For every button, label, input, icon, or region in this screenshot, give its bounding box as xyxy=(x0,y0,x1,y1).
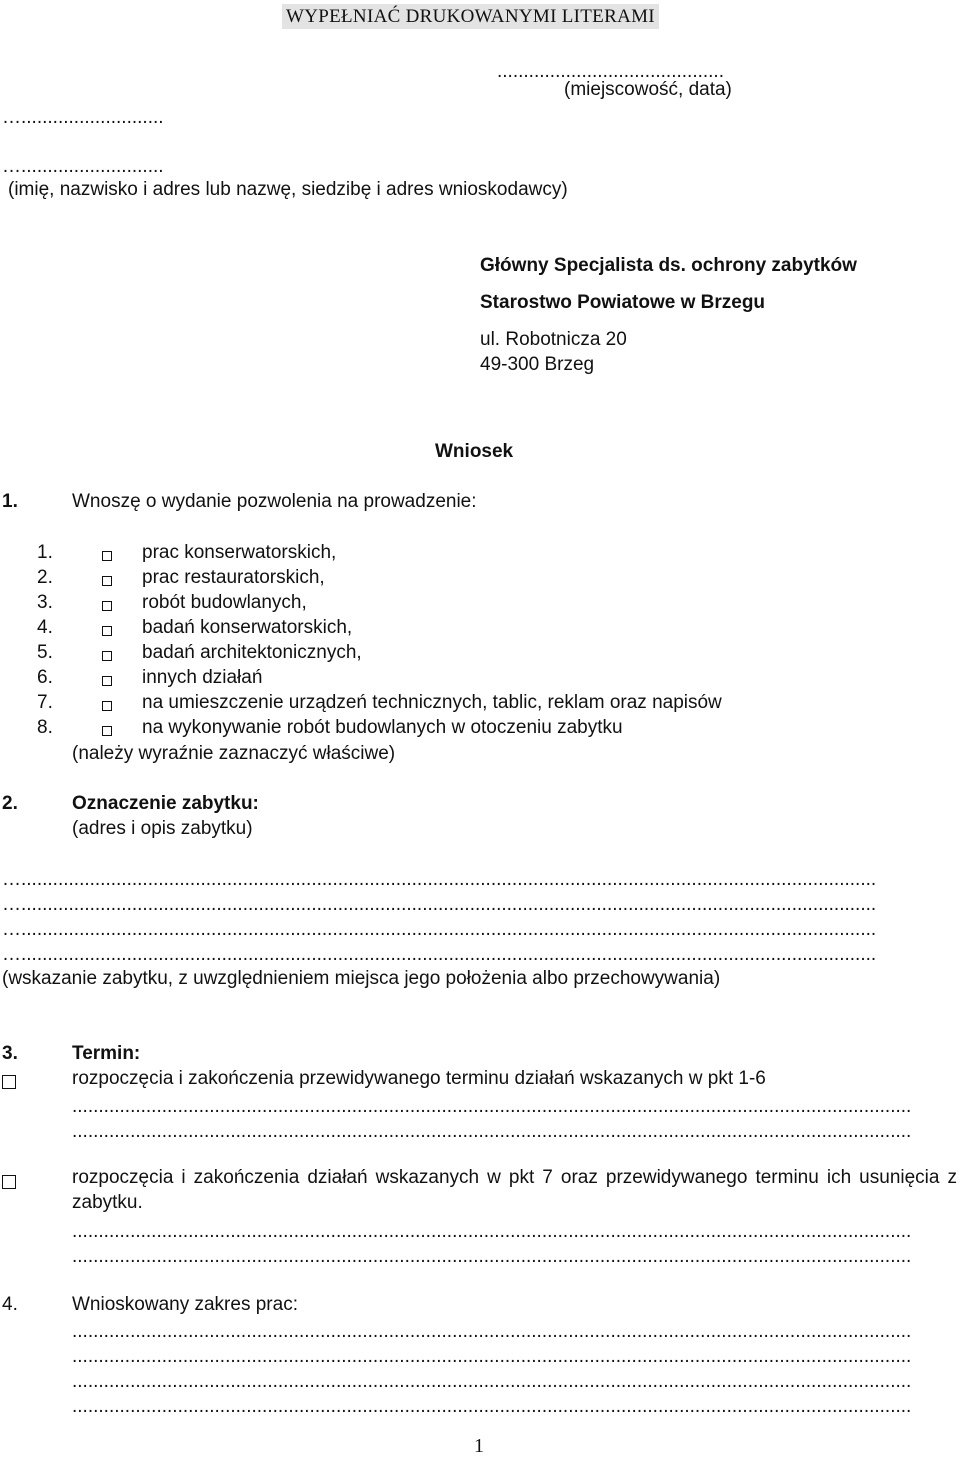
option-number: 4. xyxy=(37,617,53,638)
option-number: 1. xyxy=(37,542,53,563)
option-row xyxy=(37,543,53,562)
applicant-field-1[interactable]: …........................... xyxy=(2,108,164,127)
option-label: prac konserwatorskich, xyxy=(142,542,337,563)
recipient-line-4: 49-300 Brzeg xyxy=(480,354,595,375)
section3-option1: rozpoczęcia i zakończenia przewidywanego terminu działań wskazanych w pkt 1-6 xyxy=(72,1068,766,1089)
checkbox-prac-restauratorskich[interactable] xyxy=(102,571,112,590)
section2-caption: (wskazanie zabytku, z uwzględnieniem miejsca jego położenia albo przechowywania) xyxy=(2,968,721,989)
option-label: badań architektonicznych, xyxy=(142,642,362,663)
checkbox-otoczenie-zabytku[interactable] xyxy=(102,721,112,740)
option-number: 8. xyxy=(37,717,53,738)
option-number: 6. xyxy=(37,667,53,688)
monument-field-4[interactable]: ….................................................................................................................................................................. xyxy=(2,945,877,964)
scope-field-2[interactable]: ............................................................................................................................................................... xyxy=(72,1347,912,1366)
section1-note: (należy wyraźnie zaznaczyć właściwe) xyxy=(72,743,396,764)
termin-field-1[interactable]: ............................................................................................................................................................... xyxy=(72,1097,912,1116)
recipient-line-2: Starostwo Powiatowe w Brzegu xyxy=(480,292,766,313)
checkbox-robot-budowlanych[interactable] xyxy=(102,596,112,615)
applicant-caption: (imię, nazwisko i adres lub nazwę, siedzibę i adres wnioskodawcy) xyxy=(8,179,568,200)
option-number: 3. xyxy=(37,592,53,613)
recipient-line-3: ul. Robotnicza 20 xyxy=(480,329,627,350)
applicant-field-2[interactable]: …........................... xyxy=(2,157,164,176)
option-label: innych działań xyxy=(142,667,263,688)
option-number: 7. xyxy=(37,692,53,713)
option-label: robót budowlanych, xyxy=(142,592,307,613)
checkbox-prac-konserwatorskich[interactable] xyxy=(102,546,112,565)
section1-number: 1. xyxy=(2,491,18,512)
scope-field-3[interactable]: ............................................................................................................................................................... xyxy=(72,1372,912,1391)
checkbox-termin-7[interactable] xyxy=(2,1172,16,1191)
scope-field-1[interactable]: ............................................................................................................................................................... xyxy=(72,1322,912,1341)
place-date-field[interactable]: ........................................... xyxy=(497,62,724,81)
section3-number: 3. xyxy=(2,1043,18,1064)
place-date-caption: (miejscowość, data) xyxy=(564,79,732,100)
section2-label: Oznaczenie zabytku: xyxy=(72,793,259,814)
checkbox-urzadzen-technicznych[interactable] xyxy=(102,696,112,715)
termin-field-2[interactable]: ............................................................................................................................................................... xyxy=(72,1122,912,1141)
section4-number: 4. xyxy=(2,1294,18,1315)
recipient-line-1: Główny Specjalista ds. ochrony zabytków xyxy=(480,255,857,276)
scope-field-4[interactable]: ............................................................................................................................................................... xyxy=(72,1397,912,1416)
section3-option2: rozpoczęcia i zakończenia działań wskazanych w pkt 7 oraz przewidywanego terminu ich usunięcia z zabytku. xyxy=(72,1167,957,1213)
page-title: Wniosek xyxy=(435,441,514,462)
section1-label: Wnoszę o wydanie pozwolenia na prowadzenie: xyxy=(72,491,477,512)
section2-sublabel: (adres i opis zabytku) xyxy=(72,818,253,839)
checkbox-badan-konserwatorskich[interactable] xyxy=(102,621,112,640)
monument-field-1[interactable]: ….................................................................................................................................................................. xyxy=(2,870,877,889)
section2-number: 2. xyxy=(2,793,18,814)
termin-field-3[interactable]: ............................................................................................................................................................... xyxy=(72,1222,912,1241)
option-label: na wykonywanie robót budowlanych w otoczeniu zabytku xyxy=(142,717,623,738)
option-label: badań konserwatorskich, xyxy=(142,617,353,638)
option-number: 5. xyxy=(37,642,53,663)
section3-label: Termin: xyxy=(72,1043,141,1064)
checkbox-termin-1-6[interactable] xyxy=(2,1072,16,1091)
checkbox-badan-architektonicznych[interactable] xyxy=(102,646,112,665)
checkbox-innych-dzialan[interactable] xyxy=(102,671,112,690)
option-label: na umieszczenie urządzeń technicznych, tablic, reklam oraz napisów xyxy=(142,692,722,713)
monument-field-3[interactable]: ….................................................................................................................................................................. xyxy=(2,920,877,939)
termin-field-4[interactable]: ............................................................................................................................................................... xyxy=(72,1247,912,1266)
monument-field-2[interactable]: ….................................................................................................................................................................. xyxy=(2,895,877,914)
print-instruction: WYPEŁNIAĆ DRUKOWANYMI LITERAMI xyxy=(282,4,659,29)
option-label: prac restauratorskich, xyxy=(142,567,325,588)
page-number: 1 xyxy=(474,1435,484,1457)
option-number: 2. xyxy=(37,567,53,588)
section4-label: Wnioskowany zakres prac: xyxy=(72,1294,298,1315)
